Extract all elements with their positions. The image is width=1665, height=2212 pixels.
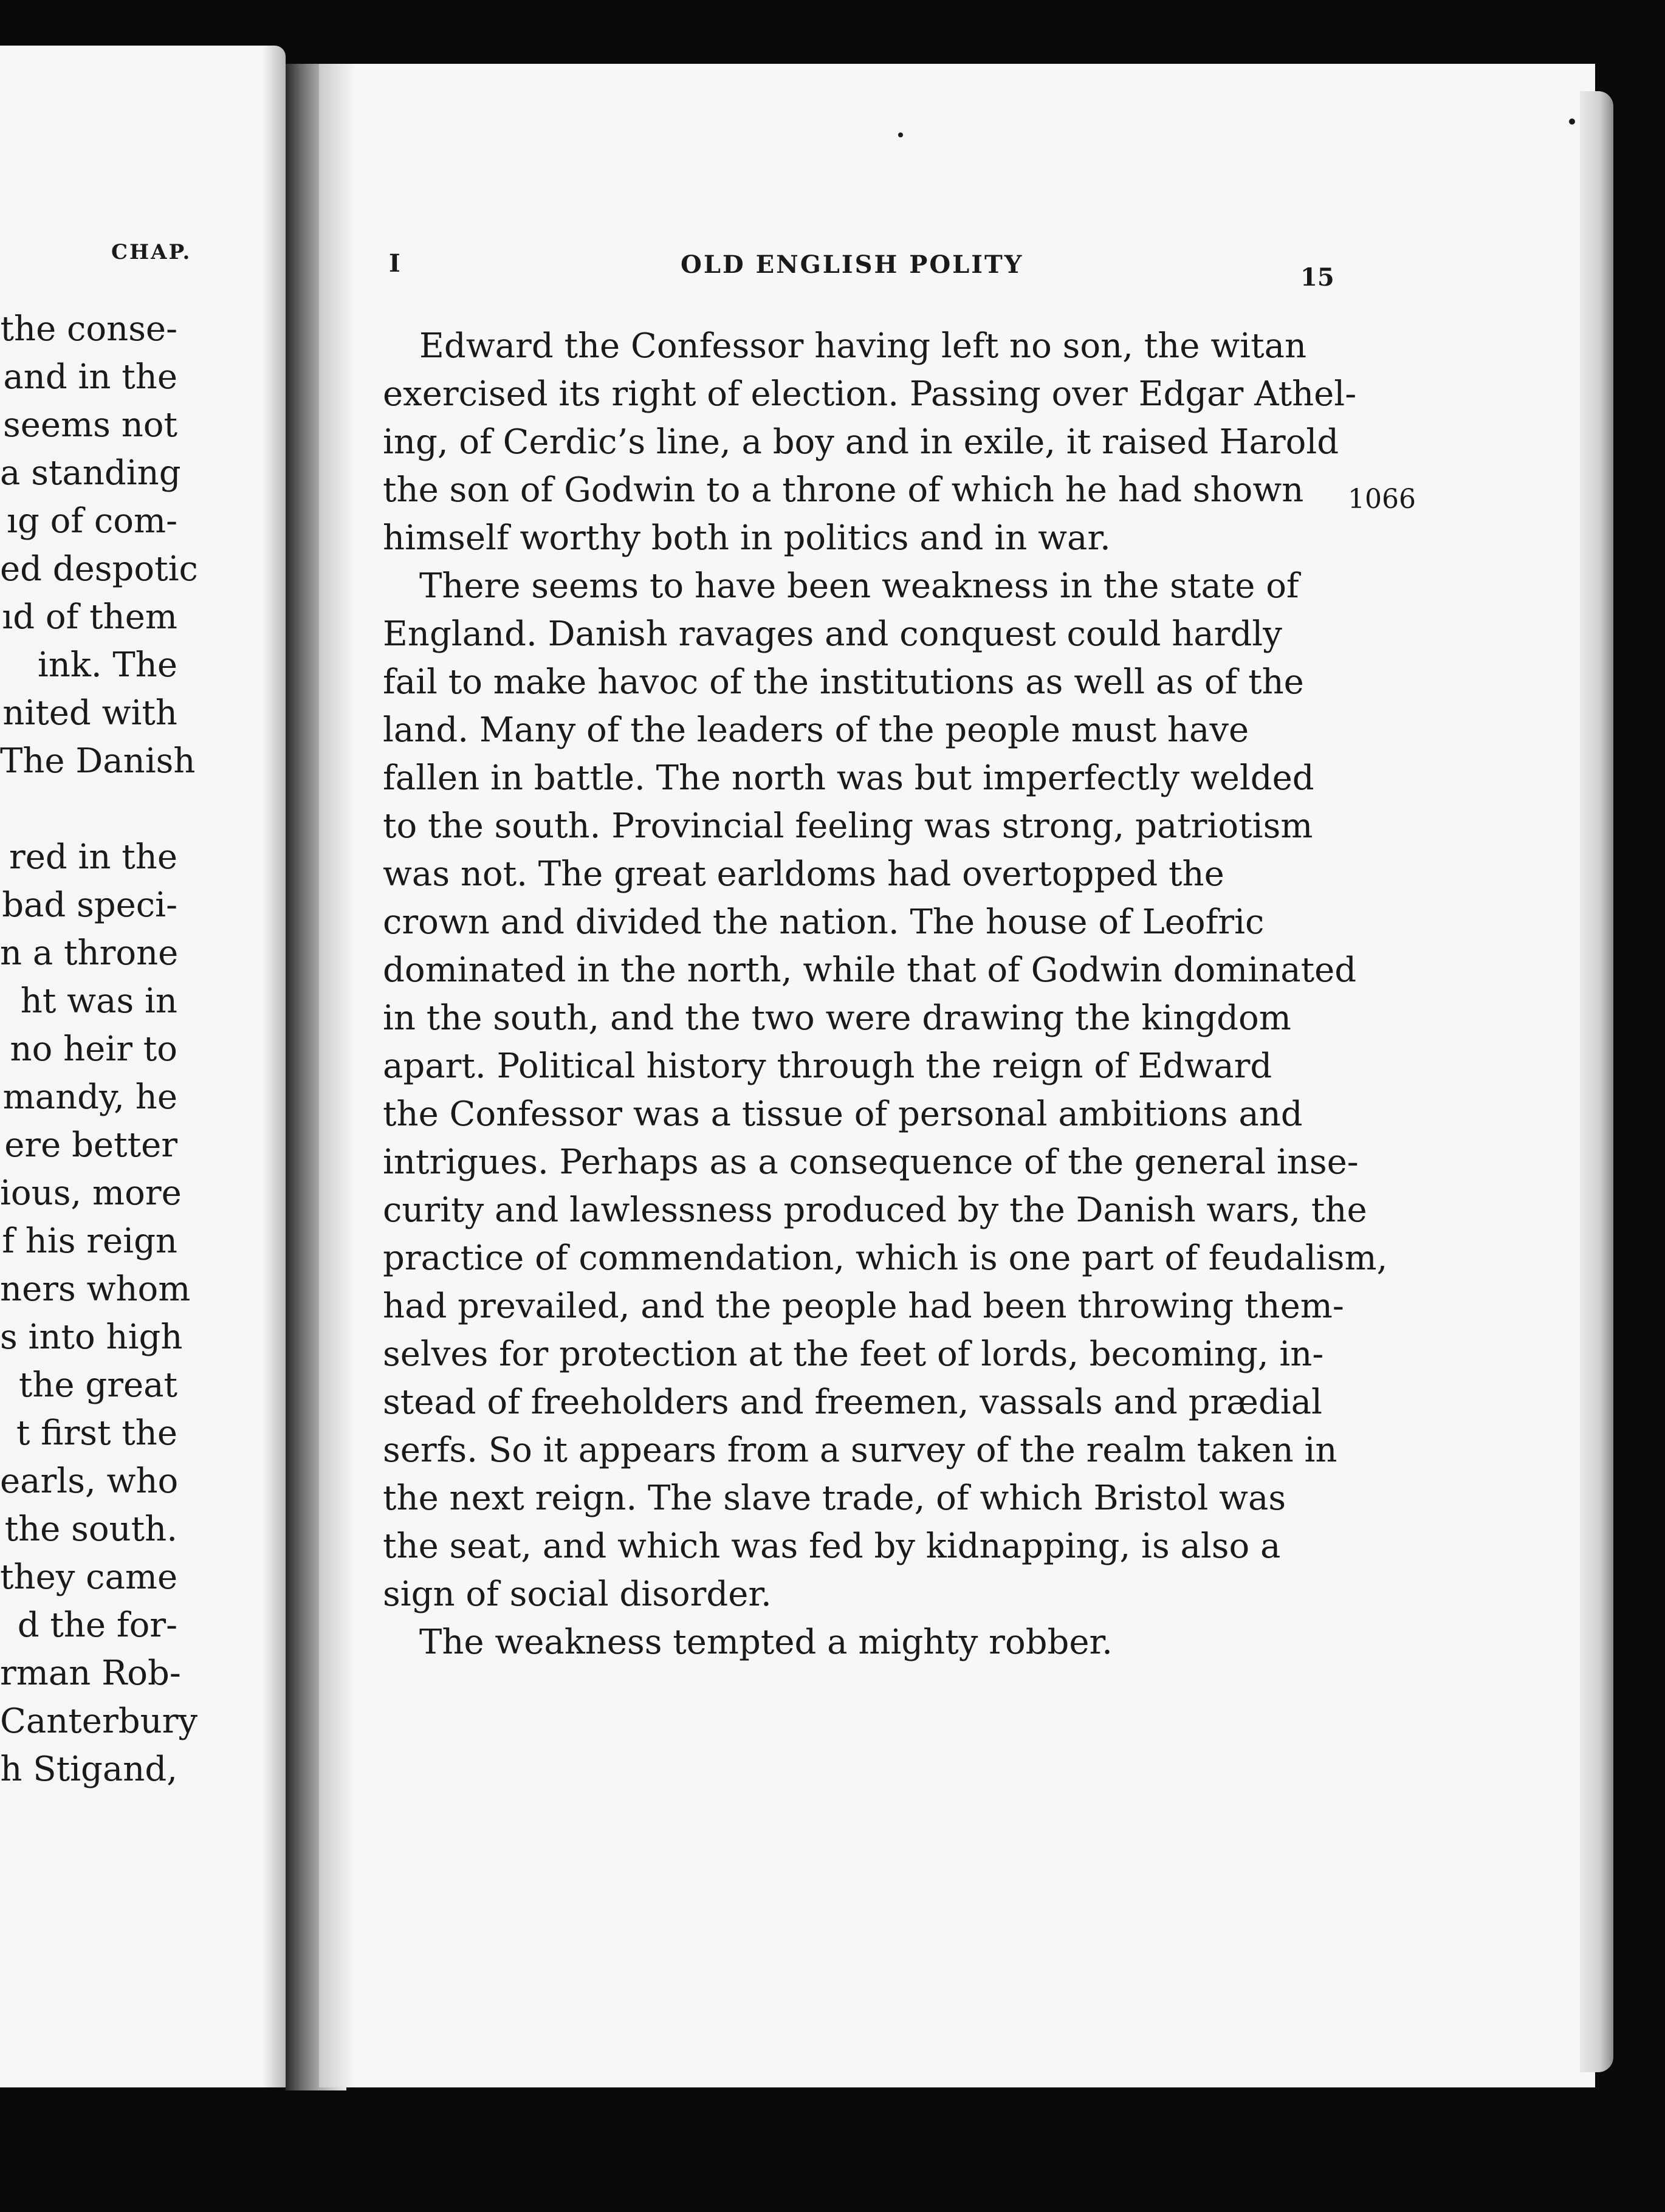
- left-text-line: t first the: [16, 1413, 177, 1453]
- left-text-line: f his reign: [2, 1221, 177, 1261]
- body-text-line: intrigues. Perhaps as a consequence of the general inse-: [383, 1142, 1359, 1182]
- body-text-line: England. Danish ravages and conquest could hardly: [383, 614, 1282, 654]
- body-text-line: dominated in the north, while that of Godwin dominated: [383, 950, 1357, 990]
- left-text-line: n a throne: [0, 933, 179, 973]
- page-number: 15: [1300, 263, 1334, 292]
- paragraph-first-line: There seems to have been weakness in the state of: [419, 566, 1299, 606]
- body-text-line: land. Many of the leaders of the people must have: [383, 710, 1249, 750]
- body-text-line: the next reign. The slave trade, of which Bristol was: [383, 1479, 1286, 1518]
- left-text-line: mandy, he: [2, 1077, 177, 1117]
- body-text-line: fallen in battle. The north was but imperfectly welded: [383, 758, 1314, 798]
- chapter-number: I: [389, 249, 402, 278]
- body-text-line: the Confessor was a tissue of personal ambitions and: [383, 1094, 1303, 1134]
- body-text-line: ing, of Cerdic’s line, a boy and in exile, it raised Harold: [383, 422, 1339, 462]
- left-text-line: seems not: [3, 405, 177, 445]
- left-text-line: red in the: [9, 837, 177, 877]
- left-text-line: ıd of them: [2, 597, 177, 637]
- left-text-line: the south.: [4, 1510, 177, 1549]
- left-text-line: d the for-: [17, 1606, 177, 1645]
- body-text-line: crown and divided the nation. The house of Leofric: [383, 902, 1265, 942]
- body-text-line: had prevailed, and the people had been throwing them-: [383, 1286, 1344, 1326]
- left-text-line: Canterbury: [0, 1702, 198, 1741]
- body-text-line: sign of social disorder.: [383, 1575, 772, 1614]
- body-text-line: exercised its right of election. Passing over Edgar Athel-: [383, 374, 1357, 414]
- left-text-line: ed despotic: [0, 549, 198, 589]
- left-text-line: The Danish: [0, 741, 196, 781]
- left-text-line: earls, who: [0, 1461, 179, 1501]
- body-text-line: curity and lawlessness produced by the Danish wars, the: [383, 1190, 1367, 1230]
- body-text-line: in the south, and the two were drawing the kingdom: [383, 998, 1291, 1038]
- body-text-line: serfs. So it appears from a survey of the realm taken in: [383, 1431, 1337, 1470]
- left-text-line: and in the: [3, 357, 177, 397]
- body-text-line: apart. Political history through the reign of Edward: [383, 1046, 1272, 1086]
- paragraph-first-line: Edward the Confessor having left no son, the witan: [419, 326, 1307, 366]
- left-text-line: bad speci-: [2, 885, 177, 925]
- running-title: OLD ENGLISH POLITY: [681, 250, 1024, 279]
- body-text-line: himself worthy both in politics and in war.: [383, 518, 1111, 558]
- margin-date: 1066: [1348, 484, 1416, 515]
- body-text-line: was not. The great earldoms had overtopped the: [383, 854, 1224, 894]
- left-running-head: CHAP.: [111, 240, 192, 264]
- left-text-line: the great: [18, 1365, 177, 1405]
- body-text-line: stead of freeholders and freemen, vassals and prædial: [383, 1382, 1322, 1422]
- left-text-line: s into high: [0, 1317, 183, 1357]
- left-text-line: ıg of com-: [7, 501, 177, 541]
- left-text-line: the conse-: [0, 309, 177, 349]
- paragraph-first-line: The weakness tempted a mighty robber.: [419, 1623, 1113, 1662]
- left-text-line: ious, more: [0, 1173, 182, 1213]
- left-text-line: they came: [0, 1558, 178, 1597]
- left-text-line: a standing: [0, 453, 181, 493]
- body-text-line: to the south. Provincial feeling was strong, patriotism: [383, 806, 1313, 846]
- body-text-line: the seat, and which was fed by kidnapping, is also a: [383, 1527, 1281, 1566]
- left-text-line: ink. The: [37, 645, 177, 685]
- body-text-line: the son of Godwin to a throne of which he had shown: [383, 470, 1304, 510]
- body-text-line: selves for protection at the feet of lords, becoming, in-: [383, 1334, 1324, 1374]
- left-text-line: nited with: [2, 693, 177, 733]
- scan-speck: [898, 132, 903, 137]
- left-text-line: ere better: [4, 1125, 177, 1165]
- body-text-line: fail to make havoc of the institutions as well as of the: [383, 662, 1304, 702]
- body-text-line: practice of commendation, which is one part of feudalism,: [383, 1238, 1388, 1278]
- left-text-line: ht was in: [20, 981, 177, 1021]
- left-text-line: rman Rob-: [0, 1654, 181, 1693]
- left-text-line: h Stigand,: [0, 1750, 177, 1789]
- page-edge: [1580, 91, 1613, 2072]
- left-text-line: no heir to: [10, 1029, 177, 1069]
- scan-speck: [1569, 118, 1575, 125]
- left-text-line: ners whom: [0, 1269, 191, 1309]
